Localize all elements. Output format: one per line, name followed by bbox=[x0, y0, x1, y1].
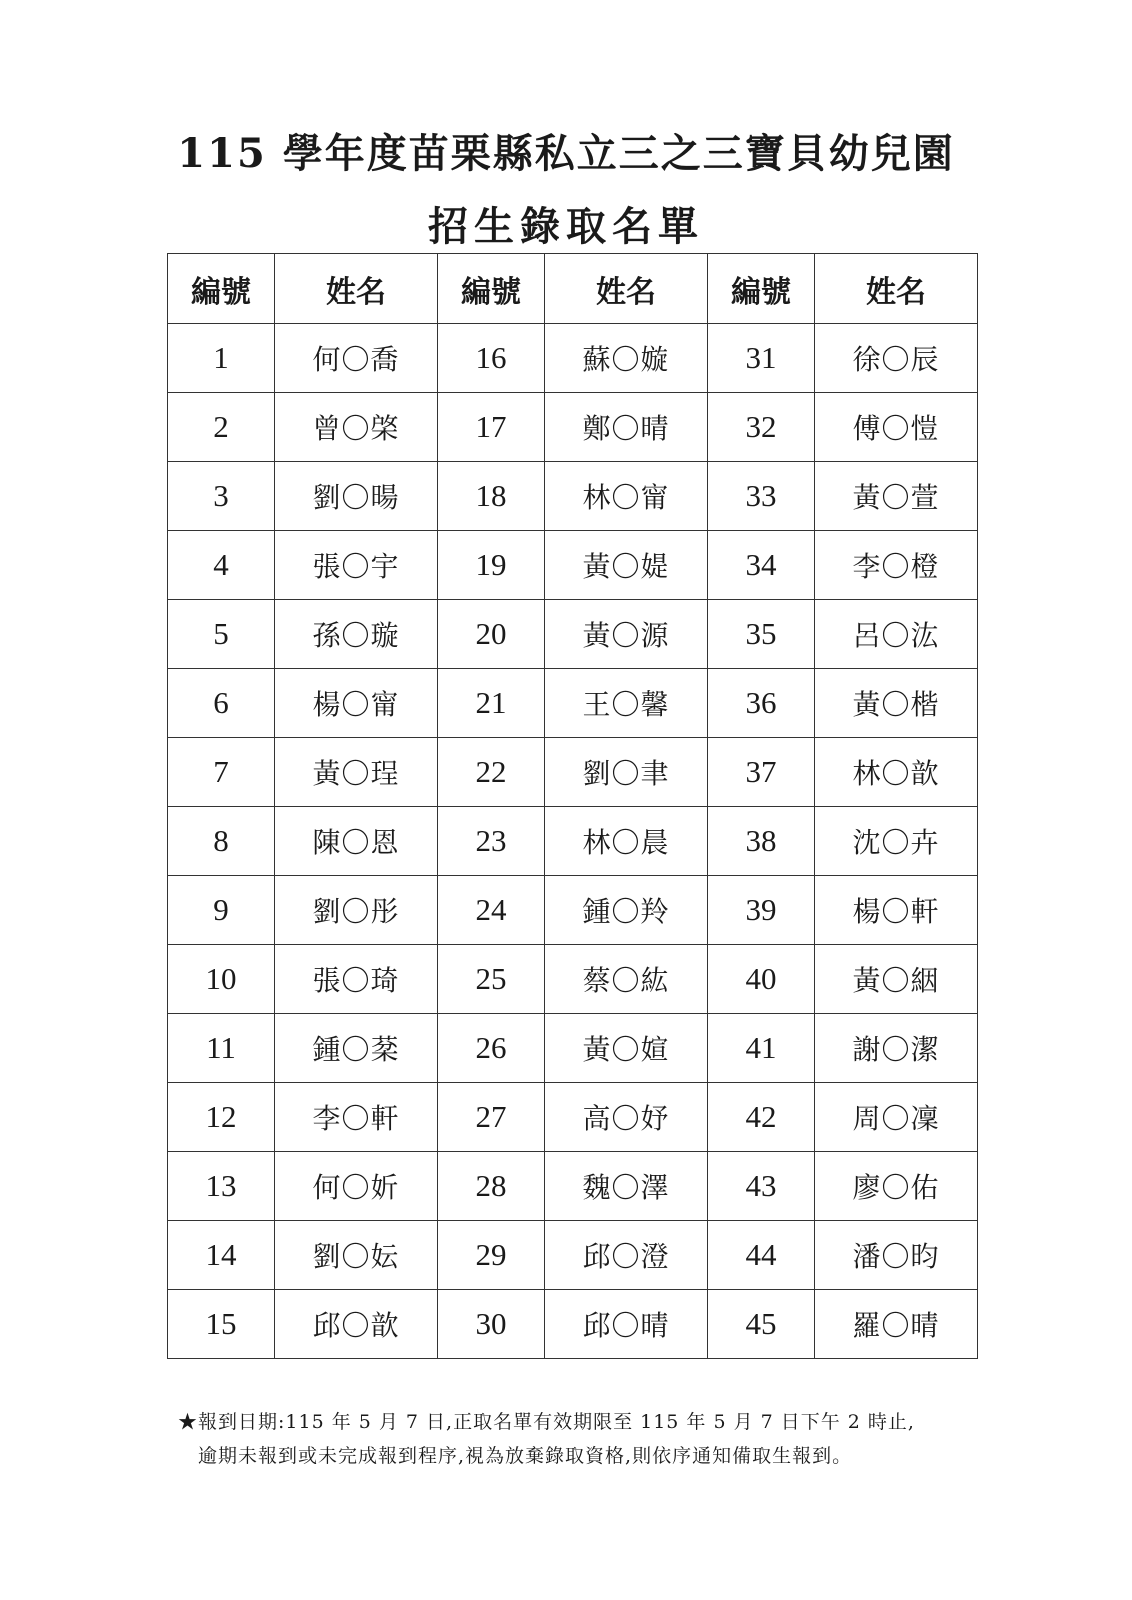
student-name: 林〇晨 bbox=[545, 807, 708, 876]
table-row bbox=[168, 945, 978, 1014]
student-number: 34 bbox=[708, 531, 815, 600]
student-number: 17 bbox=[438, 393, 545, 462]
student-number: 43 bbox=[708, 1152, 815, 1221]
student-name: 呂〇汯 bbox=[815, 600, 978, 669]
student-name: 邱〇晴 bbox=[545, 1290, 708, 1359]
student-name: 孫〇璇 bbox=[275, 600, 438, 669]
table-row bbox=[168, 462, 978, 531]
student-name: 楊〇軒 bbox=[815, 876, 978, 945]
student-number: 28 bbox=[438, 1152, 545, 1221]
student-name: 高〇妤 bbox=[545, 1083, 708, 1152]
student-number: 42 bbox=[708, 1083, 815, 1152]
table-row bbox=[168, 807, 978, 876]
table-row bbox=[168, 324, 978, 393]
student-number: 12 bbox=[168, 1083, 275, 1152]
registration-note bbox=[178, 1405, 915, 1473]
table-row bbox=[168, 600, 978, 669]
student-name: 鍾〇羚 bbox=[545, 876, 708, 945]
student-name: 徐〇辰 bbox=[815, 324, 978, 393]
student-number: 4 bbox=[168, 531, 275, 600]
student-number: 20 bbox=[438, 600, 545, 669]
student-name: 張〇宇 bbox=[275, 531, 438, 600]
table-row bbox=[168, 1083, 978, 1152]
student-name: 何〇妡 bbox=[275, 1152, 438, 1221]
student-name: 劉〇聿 bbox=[545, 738, 708, 807]
student-name: 羅〇晴 bbox=[815, 1290, 978, 1359]
table-header-row bbox=[168, 254, 978, 324]
student-name: 黃〇珵 bbox=[275, 738, 438, 807]
header-name: 姓名 bbox=[275, 254, 438, 324]
student-name: 黃〇萱 bbox=[815, 462, 978, 531]
student-name: 林〇歆 bbox=[815, 738, 978, 807]
student-number: 15 bbox=[168, 1290, 275, 1359]
student-number: 38 bbox=[708, 807, 815, 876]
student-number: 8 bbox=[168, 807, 275, 876]
header-name: 姓名 bbox=[815, 254, 978, 324]
student-number: 41 bbox=[708, 1014, 815, 1083]
student-number: 39 bbox=[708, 876, 815, 945]
student-name: 魏〇澤 bbox=[545, 1152, 708, 1221]
student-number: 5 bbox=[168, 600, 275, 669]
student-name: 周〇凜 bbox=[815, 1083, 978, 1152]
student-number: 10 bbox=[168, 945, 275, 1014]
student-name: 曾〇棨 bbox=[275, 393, 438, 462]
table-row bbox=[168, 1152, 978, 1221]
student-name: 鄭〇晴 bbox=[545, 393, 708, 462]
document-title: 115 學年度苗栗縣私立三之三寶貝幼兒園 bbox=[177, 130, 955, 177]
student-number: 19 bbox=[438, 531, 545, 600]
student-name: 邱〇澄 bbox=[545, 1221, 708, 1290]
student-name: 劉〇彤 bbox=[275, 876, 438, 945]
student-number: 23 bbox=[438, 807, 545, 876]
table-row bbox=[168, 738, 978, 807]
table-row bbox=[168, 531, 978, 600]
student-name: 鍾〇棻 bbox=[275, 1014, 438, 1083]
student-name: 林〇甯 bbox=[545, 462, 708, 531]
table-row bbox=[168, 1014, 978, 1083]
student-name: 黃〇媞 bbox=[545, 531, 708, 600]
table-row bbox=[168, 876, 978, 945]
student-name: 李〇軒 bbox=[275, 1083, 438, 1152]
student-number: 24 bbox=[438, 876, 545, 945]
table-row bbox=[168, 1290, 978, 1359]
student-name: 陳〇恩 bbox=[275, 807, 438, 876]
header-number: 編號 bbox=[438, 254, 545, 324]
student-number: 40 bbox=[708, 945, 815, 1014]
student-number: 37 bbox=[708, 738, 815, 807]
student-name: 劉〇妘 bbox=[275, 1221, 438, 1290]
student-number: 25 bbox=[438, 945, 545, 1014]
student-number: 22 bbox=[438, 738, 545, 807]
student-name: 李〇橙 bbox=[815, 531, 978, 600]
student-name: 邱〇歆 bbox=[275, 1290, 438, 1359]
student-name: 蔡〇紘 bbox=[545, 945, 708, 1014]
table-body bbox=[168, 324, 978, 1359]
student-number: 1 bbox=[168, 324, 275, 393]
student-number: 9 bbox=[168, 876, 275, 945]
student-number: 3 bbox=[168, 462, 275, 531]
student-name: 楊〇甯 bbox=[275, 669, 438, 738]
document-subtitle: 招生錄取名單 bbox=[428, 203, 704, 250]
student-number: 35 bbox=[708, 600, 815, 669]
student-number: 33 bbox=[708, 462, 815, 531]
student-name: 張〇琦 bbox=[275, 945, 438, 1014]
student-name: 黃〇媗 bbox=[545, 1014, 708, 1083]
student-number: 16 bbox=[438, 324, 545, 393]
student-name: 蘇〇嫙 bbox=[545, 324, 708, 393]
student-number: 31 bbox=[708, 324, 815, 393]
student-number: 18 bbox=[438, 462, 545, 531]
student-number: 14 bbox=[168, 1221, 275, 1290]
header-number: 編號 bbox=[168, 254, 275, 324]
student-name: 黃〇楷 bbox=[815, 669, 978, 738]
student-number: 11 bbox=[168, 1014, 275, 1083]
student-number: 45 bbox=[708, 1290, 815, 1359]
table-row bbox=[168, 669, 978, 738]
header-name: 姓名 bbox=[545, 254, 708, 324]
note-line-1: ★報到日期:115 年 5 月 7 日,正取名單有效期限至 115 年 5 月 7 日下午 2 時止, bbox=[178, 1411, 915, 1433]
student-number: 2 bbox=[168, 393, 275, 462]
student-name: 劉〇暘 bbox=[275, 462, 438, 531]
student-name: 傅〇愷 bbox=[815, 393, 978, 462]
student-number: 30 bbox=[438, 1290, 545, 1359]
student-number: 27 bbox=[438, 1083, 545, 1152]
student-name: 何〇喬 bbox=[275, 324, 438, 393]
student-number: 32 bbox=[708, 393, 815, 462]
student-name: 廖〇佑 bbox=[815, 1152, 978, 1221]
student-name: 潘〇昀 bbox=[815, 1221, 978, 1290]
note-line-2: 逾期未報到或未完成報到程序,視為放棄錄取資格,則依序通知備取生報到。 bbox=[198, 1445, 853, 1467]
student-name: 王〇馨 bbox=[545, 669, 708, 738]
student-name: 沈〇卉 bbox=[815, 807, 978, 876]
header-number: 編號 bbox=[708, 254, 815, 324]
student-number: 13 bbox=[168, 1152, 275, 1221]
student-name: 黃〇源 bbox=[545, 600, 708, 669]
student-number: 7 bbox=[168, 738, 275, 807]
student-number: 36 bbox=[708, 669, 815, 738]
table-row bbox=[168, 1221, 978, 1290]
student-number: 21 bbox=[438, 669, 545, 738]
student-number: 44 bbox=[708, 1221, 815, 1290]
student-number: 26 bbox=[438, 1014, 545, 1083]
admission-list-table bbox=[167, 253, 978, 1359]
student-name: 謝〇潔 bbox=[815, 1014, 978, 1083]
student-number: 29 bbox=[438, 1221, 545, 1290]
student-number: 6 bbox=[168, 669, 275, 738]
table-row bbox=[168, 393, 978, 462]
student-name: 黃〇絪 bbox=[815, 945, 978, 1014]
